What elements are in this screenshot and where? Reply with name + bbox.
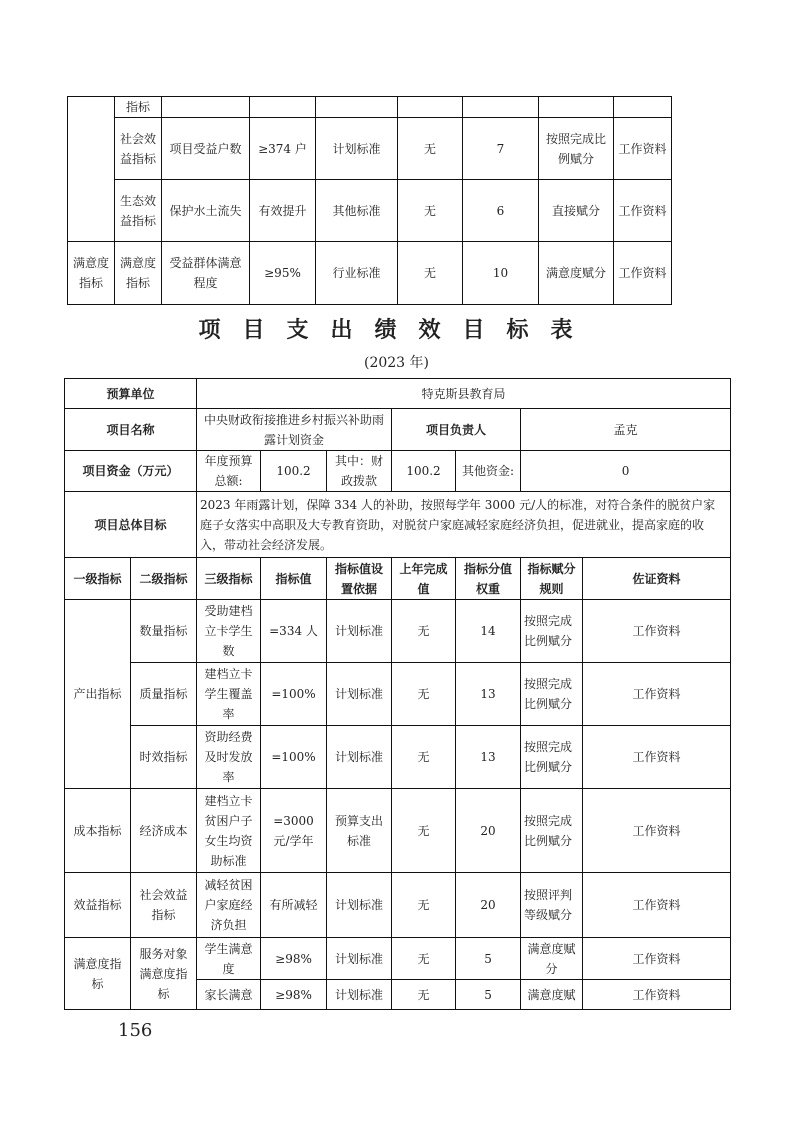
- cell: 指标: [115, 97, 162, 118]
- cell: ≥98%: [261, 980, 327, 1010]
- budget-unit-label: 预算单位: [65, 379, 197, 409]
- header-cell: 一级指标: [65, 558, 131, 600]
- table-row: [65, 789, 731, 873]
- cell: 满意度指标: [68, 242, 115, 305]
- cell: 质量指标: [131, 663, 197, 726]
- cell: 20: [456, 873, 521, 938]
- cell: 减轻贫困户家庭经济负担: [197, 873, 261, 938]
- table-row: [65, 600, 731, 663]
- cell: 无: [392, 663, 456, 726]
- cell: 工作资料: [583, 938, 731, 980]
- cell: 无: [392, 789, 456, 873]
- budget-unit-value: 特克斯县教育局: [197, 379, 731, 409]
- cell: 无: [398, 118, 463, 180]
- cell: 计划标准: [327, 873, 392, 938]
- previous-indicator-table: [67, 96, 672, 305]
- page-number: 156: [118, 1020, 153, 1041]
- cell: 时效指标: [131, 726, 197, 789]
- cell-blank: [68, 97, 115, 242]
- cell: 计划标准: [327, 663, 392, 726]
- cell: 受助建档立卡学生数: [197, 600, 261, 663]
- cell: 保护水土流失: [162, 180, 250, 242]
- cell: 无: [398, 242, 463, 305]
- funds-label: 项目资金（万元）: [65, 451, 197, 492]
- cell: 按照完成比例赋分: [521, 726, 583, 789]
- cell: 20: [456, 789, 521, 873]
- cell: 家长满意: [197, 980, 261, 1010]
- group-satisfaction: 满意度指标: [65, 938, 131, 1010]
- cell: 直接赋分: [539, 180, 614, 242]
- cell: 6: [463, 180, 539, 242]
- cell: 无: [392, 980, 456, 1010]
- cell: 工作资料: [614, 118, 672, 180]
- cell: 工作资料: [583, 600, 731, 663]
- project-name-label: 项目名称: [65, 409, 197, 451]
- cell: 计划标准: [327, 726, 392, 789]
- cell: 按照完成比例赋分: [539, 118, 614, 180]
- year-subtitle: (2023 年): [363, 355, 429, 371]
- cell: =3000 元/学年: [261, 789, 327, 873]
- cell: 按照完成比例赋分: [521, 600, 583, 663]
- cell: 计划标准: [327, 600, 392, 663]
- cell: 10: [463, 242, 539, 305]
- cell: 生态效益指标: [115, 180, 162, 242]
- cell: 满意度赋分: [521, 938, 583, 980]
- cell: 按照完成比例赋分: [521, 663, 583, 726]
- cell: 社会效益指标: [115, 118, 162, 180]
- group-satisfaction-l2: 服务对象满意度指标: [131, 938, 197, 1010]
- cell: 满意度赋分: [539, 242, 614, 305]
- cell: 工作资料: [583, 726, 731, 789]
- cell: 工作资料: [614, 180, 672, 242]
- cell: 无: [392, 873, 456, 938]
- cell: 经济成本: [131, 789, 197, 873]
- table-row: [65, 873, 731, 938]
- cell: 工作资料: [614, 242, 672, 305]
- performance-goal-table: [64, 378, 731, 1010]
- cell: 无: [392, 938, 456, 980]
- goal-text: 2023 年雨露计划，保障 334 人的补助，按照每学年 3000 元/人的标准，对符合条件的脱贫户家庭子女落实中高职及大专教育资助，对脱贫户家庭减轻家庭经济负担，促进就业，提高家庭的收入，带动社会经济发展。: [197, 492, 731, 558]
- cell: 13: [456, 726, 521, 789]
- cell: 5: [456, 980, 521, 1010]
- cell: 无: [392, 726, 456, 789]
- cell: 工作资料: [583, 663, 731, 726]
- cell: 按照完成比例赋分: [521, 789, 583, 873]
- cell: 建档立卡贫困户子女生均资助标准: [197, 789, 261, 873]
- header-cell: 上年完成值: [392, 558, 456, 600]
- cell: 7: [463, 118, 539, 180]
- group-benefit: 效益指标: [65, 873, 131, 938]
- table-row: [65, 726, 731, 789]
- cell: 有效提升: [250, 180, 316, 242]
- cell: 社会效益指标: [131, 873, 197, 938]
- cell: 计划标准: [327, 938, 392, 980]
- cell: 按照评判等级赋分: [521, 873, 583, 938]
- project-name-value: 中央财政衔接推进乡村振兴补助雨露计划资金: [197, 409, 392, 451]
- cell: 预算支出标准: [327, 789, 392, 873]
- cell: =100%: [261, 726, 327, 789]
- cell: 学生满意度: [197, 938, 261, 980]
- group-cost: 成本指标: [65, 789, 131, 873]
- fiscal-label: 其中：财政拨款: [327, 451, 392, 492]
- cell: 数量指标: [131, 600, 197, 663]
- cell: 满意度指标: [115, 242, 162, 305]
- cell: =100%: [261, 663, 327, 726]
- cell: 工作资料: [583, 789, 731, 873]
- cell: 14: [456, 600, 521, 663]
- manager-label: 项目负责人: [392, 409, 521, 451]
- page-title: 项目支出绩效目标表: [198, 318, 595, 343]
- cell: 计划标准: [327, 980, 392, 1010]
- cell: 计划标准: [316, 118, 398, 180]
- group-output: 产出指标: [65, 600, 131, 789]
- cell: ≥95%: [250, 242, 316, 305]
- fiscal-value: 100.2: [392, 451, 456, 492]
- annual-budget-value: 100.2: [261, 451, 327, 492]
- other-funds-label: 其他资金:: [456, 451, 521, 492]
- cell: 无: [398, 180, 463, 242]
- cell: 5: [456, 938, 521, 980]
- other-funds-value: 0: [521, 451, 731, 492]
- header-cell: 指标赋分规则: [521, 558, 583, 600]
- cell: 无: [392, 600, 456, 663]
- cell: 资助经费及时发放率: [197, 726, 261, 789]
- header-cell: 二级指标: [131, 558, 197, 600]
- table-row: [65, 663, 731, 726]
- header-cell: 指标值: [261, 558, 327, 600]
- header-cell: 指标值设置依据: [327, 558, 392, 600]
- cell: ≥98%: [261, 938, 327, 980]
- header-cell: 指标分值权重: [456, 558, 521, 600]
- manager-value: 孟克: [521, 409, 731, 451]
- table-row: [65, 938, 731, 980]
- cell: 工作资料: [583, 980, 731, 1010]
- cell: 受益群体满意程度: [162, 242, 250, 305]
- cell: 建档立卡学生覆盖率: [197, 663, 261, 726]
- cell: 13: [456, 663, 521, 726]
- cell: 满意度赋: [521, 980, 583, 1010]
- cell: 行业标准: [316, 242, 398, 305]
- cell: =334 人: [261, 600, 327, 663]
- header-cell: 佐证资料: [583, 558, 731, 600]
- annual-budget-label: 年度预算总额:: [197, 451, 261, 492]
- cell: ≥374 户: [250, 118, 316, 180]
- cell: 其他标准: [316, 180, 398, 242]
- goal-label: 项目总体目标: [65, 492, 197, 558]
- cell: 工作资料: [583, 873, 731, 938]
- cell: 项目受益户数: [162, 118, 250, 180]
- cell: 有所减轻: [261, 873, 327, 938]
- header-cell: 三级指标: [197, 558, 261, 600]
